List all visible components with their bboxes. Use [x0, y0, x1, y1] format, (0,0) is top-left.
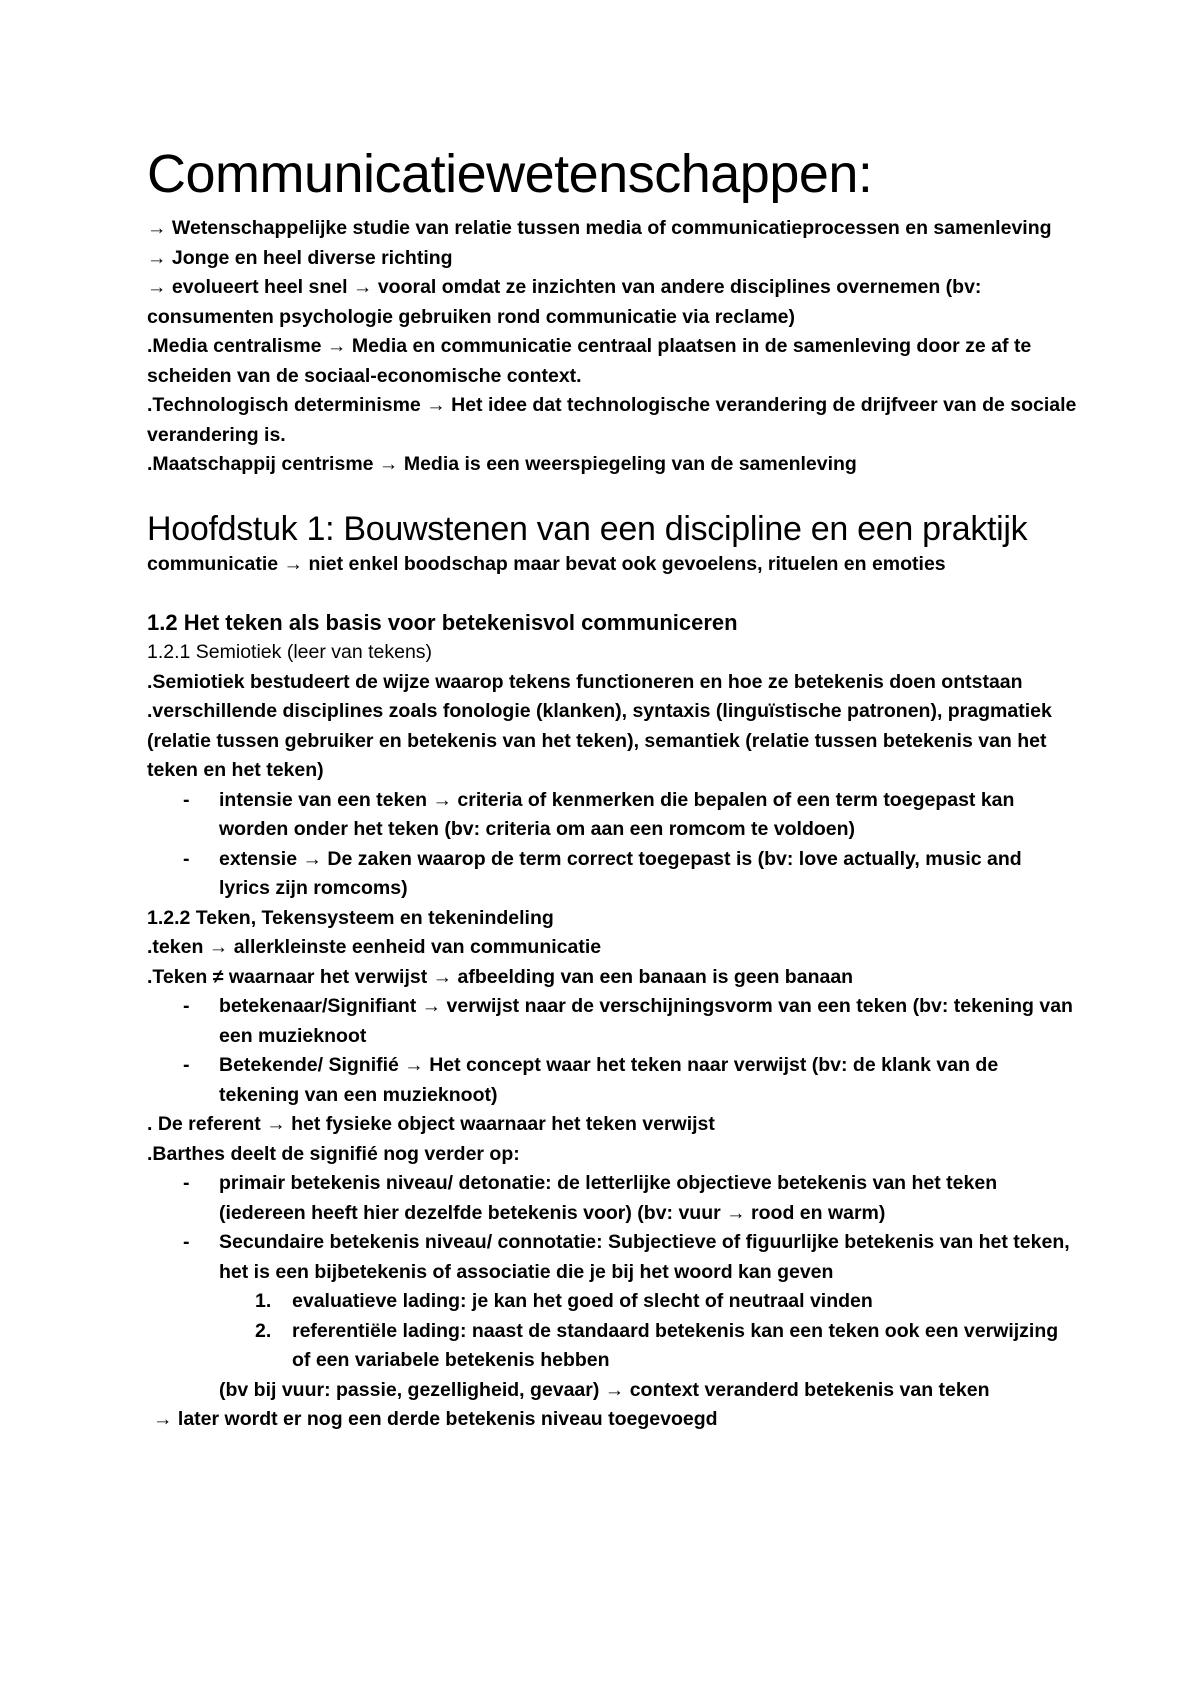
document-page: [147, 142, 1077, 1435]
bullet-text: betekenaar/Signifiant → verwijst naar de verschijningsvorm van een teken (bv: tekening van een muzieknoot: [219, 995, 1073, 1047]
intro-paragraph: → Wetenschappelijke studie van relatie tussen media of communicatieprocessen en samenleving: [147, 217, 1052, 239]
bullet-marker: -: [183, 788, 190, 811]
example-line: (bv bij vuur: passie, gezelligheid, gevaar) → context veranderd betekenis van teken: [219, 1378, 990, 1401]
number-marker: 2.: [255, 1319, 272, 1342]
bullet-item: [147, 786, 1077, 845]
numbered-text: evaluatieve lading: je kan het goed of slecht of neutraal vinden: [292, 1290, 873, 1312]
paragraph: .verschillende disciplines zoals fonologie (klanken), syntaxis (linguïstische patronen), pragmatiek (relatie tussen gebruiker en betekenis van het teken), semantiek (relatie tussen betekenis van het teken en het teken): [147, 700, 1052, 781]
paragraph: .Semiotiek bestudeert de wijze waarop tekens functioneren en hoe ze betekenis doen ontstaan: [147, 670, 1023, 693]
subsection-heading: 1.2.2 Teken, Tekensysteem en tekenindeling: [147, 906, 554, 929]
intro-paragraph: .Media centralisme → Media en communicatie centraal plaatsen in de samenleving door ze af te scheiden van de sociaal-economische context.: [147, 335, 1032, 387]
bullet-marker: -: [183, 1054, 190, 1076]
section-heading: 1.2 Het teken als basis voor betekenisvol communiceren: [147, 610, 738, 635]
paragraph: .teken → allerkleinste eenheid van communicatie: [147, 936, 602, 958]
numbered-text: referentiële lading: naast de standaard betekenis kan een teken ook een verwijzing of een variabele betekenis hebben: [292, 1319, 1059, 1371]
bullet-item: [147, 992, 1077, 1051]
paragraph: . De referent → het fysieke object waarnaar het teken verwijst: [147, 1113, 715, 1135]
chapter-intro: communicatie → niet enkel boodschap maar bevat ook gevoelens, rituelen en emoties: [147, 552, 946, 575]
paragraph: .Teken ≠ waarnaar het verwijst → afbeelding van een banaan is geen banaan: [147, 965, 854, 988]
intro-paragraph: .Technologisch determinisme → Het idee dat technologische verandering de drijfveer van de sociale verandering is.: [147, 394, 1077, 446]
numbered-item: [147, 1287, 1077, 1317]
bullet-marker: -: [183, 847, 190, 870]
final-line: → later wordt er nog een derde betekenis niveau toegevoegd: [153, 1408, 718, 1430]
bullet-item: [147, 1228, 1077, 1287]
intro-paragraph: → Jonge en heel diverse richting: [147, 246, 453, 269]
chapter-heading: Hoofdstuk 1: Bouwstenen van een discipline en een praktijk: [147, 509, 1028, 548]
bullet-item: [147, 845, 1077, 904]
bullet-item: [147, 1169, 1077, 1228]
numbered-item: [147, 1317, 1077, 1376]
bullet-text: intensie van een teken → criteria of kenmerken die bepalen of een term toegepast kan worden onder het teken (bv: criteria om aan een romcom te voldoen): [219, 788, 1015, 840]
bullet-text: primair betekenis niveau/ detonatie: de letterlijke objectieve betekenis van het teken (iedereen heeft hier dezelfde betekenis voor) (bv: vuur → rood en warm): [219, 1172, 998, 1224]
intro-paragraph: .Maatschappij centrisme → Media is een weerspiegeling van de samenleving: [147, 453, 857, 475]
paragraph: .Barthes deelt de signifié nog verder op:: [147, 1142, 520, 1165]
bullet-marker: -: [183, 995, 190, 1017]
bullet-item: [147, 1051, 1077, 1110]
bullet-text: extensie → De zaken waarop de term correct toegepast is (bv: love actually, music and lyrics zijn romcoms): [219, 847, 1022, 899]
bullet-marker: -: [183, 1231, 190, 1253]
subsection-heading: 1.2.1 Semiotiek (leer van tekens): [147, 641, 433, 663]
bullet-text: Secundaire betekenis niveau/ connotatie: Subjectieve of figuurlijke betekenis van het teken, het is een bijbetekenis of associatie die je bij het woord kan geven: [219, 1231, 1070, 1283]
bullet-text: Betekende/ Signifié → Het concept waar het teken naar verwijst (bv: de klank van de tekening van een muzieknoot): [219, 1054, 999, 1106]
number-marker: 1.: [255, 1290, 272, 1312]
document-title: Communicatiewetenschappen:: [147, 144, 873, 204]
intro-paragraph: → evolueert heel snel → vooral omdat ze inzichten van andere disciplines overnemen (bv: consumenten psychologie gebruiken rond communicatie via reclame): [147, 276, 982, 328]
bullet-marker: -: [183, 1172, 190, 1194]
